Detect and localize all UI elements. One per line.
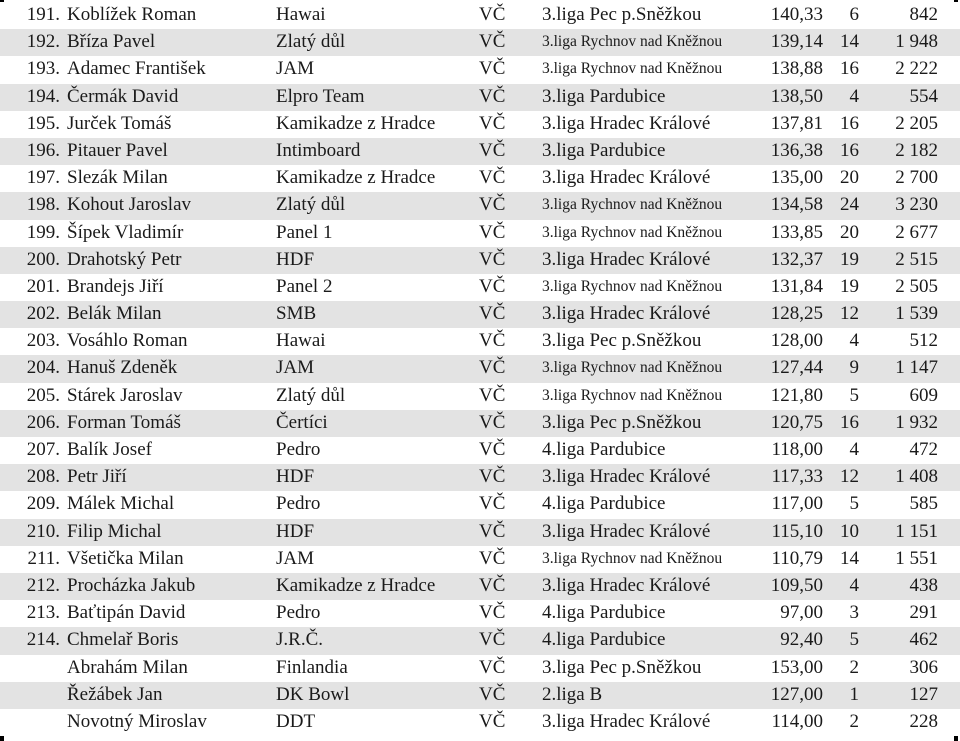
total-pins-cell: 1 539: [895, 303, 938, 325]
player-name-cell: Procházka Jakub: [67, 574, 196, 596]
player-name-cell: Drahotský Petr: [67, 248, 182, 270]
player-name-cell: Šípek Vladimír: [67, 221, 184, 243]
games-cell: 4: [849, 85, 859, 107]
team-cell: Hawai: [276, 4, 326, 25]
games-cell: 10: [840, 520, 859, 542]
league-cell: 3.liga Rychnov nad Kněžnou: [542, 359, 723, 377]
average-cell: 138,88: [770, 58, 823, 80]
table-row: [0, 383, 960, 410]
team-cell: Zlatý důl: [276, 194, 346, 216]
average-cell: 127,44: [770, 357, 823, 379]
table-row: [0, 301, 960, 328]
games-cell: 14: [840, 31, 859, 53]
category-cell: VČ: [479, 58, 506, 80]
league-cell: 4.liga Pardubice: [542, 629, 666, 651]
table-row: [0, 29, 960, 56]
category-cell: VČ: [479, 520, 506, 542]
team-cell: J.R.Č.: [276, 629, 323, 651]
player-name-cell: Forman Tomáš: [67, 411, 181, 433]
player-name-cell: Řežábek Jan: [67, 683, 163, 705]
games-cell: 6: [849, 4, 859, 25]
table-row: [0, 355, 960, 382]
team-cell: DDT: [276, 710, 316, 732]
total-pins-cell: 1 932: [895, 411, 938, 433]
rank-cell: 194.: [26, 85, 60, 107]
games-cell: 14: [840, 547, 859, 569]
league-cell: 3.liga Pardubice: [542, 139, 666, 161]
league-cell: 4.liga Pardubice: [542, 439, 666, 460]
league-cell: 3.liga Hradec Králové: [542, 112, 711, 134]
category-cell: VČ: [479, 85, 506, 107]
total-pins-cell: 2 182: [895, 139, 938, 161]
total-pins-cell: 554: [909, 85, 938, 107]
total-pins-cell: 2 677: [895, 221, 938, 243]
average-cell: 97,00: [780, 602, 823, 624]
total-pins-cell: 462: [909, 629, 938, 651]
player-name-cell: Slezák Milan: [67, 167, 168, 189]
league-cell: 3.liga Rychnov nad Kněžnou: [542, 386, 723, 404]
category-cell: VČ: [479, 303, 506, 325]
category-cell: VČ: [479, 574, 506, 596]
team-cell: Kamikadze z Hradce: [276, 112, 436, 134]
total-pins-cell: 2 515: [895, 248, 938, 270]
games-cell: 1: [849, 683, 859, 705]
category-cell: VČ: [479, 248, 506, 270]
average-cell: 128,25: [770, 303, 823, 325]
total-pins-cell: 291: [909, 602, 938, 624]
total-pins-cell: 512: [909, 330, 938, 352]
player-name-cell: Belák Milan: [67, 303, 162, 325]
table-row: [0, 709, 960, 736]
category-cell: VČ: [479, 411, 506, 433]
category-cell: VČ: [479, 357, 506, 379]
league-cell: 3.liga Hradec Králové: [542, 574, 711, 596]
player-name-cell: Kohout Jaroslav: [67, 194, 192, 216]
league-cell: 3.liga Pec p.Sněžkou: [542, 411, 702, 433]
team-cell: Zlatý důl: [276, 384, 346, 406]
rank-cell: 198.: [26, 194, 60, 216]
games-cell: 12: [840, 303, 859, 325]
team-cell: HDF: [276, 520, 315, 542]
league-cell: 3.liga Rychnov nad Kněžnou: [542, 277, 723, 295]
average-cell: 139,14: [770, 31, 823, 53]
league-cell: 4.liga Pardubice: [542, 493, 666, 515]
league-cell: 3.liga Hradec Králové: [542, 520, 711, 542]
team-cell: Elpro Team: [276, 85, 365, 107]
team-cell: Pedro: [276, 602, 321, 624]
total-pins-cell: 1 408: [895, 466, 938, 488]
games-cell: 4: [849, 574, 859, 596]
average-cell: 117,00: [771, 493, 823, 515]
rank-cell: 197.: [26, 167, 60, 189]
league-cell: 2.liga B: [542, 683, 603, 705]
team-cell: Kamikadze z Hradce: [276, 167, 436, 189]
team-cell: Finlandia: [276, 656, 348, 678]
games-cell: 16: [840, 411, 859, 433]
games-cell: 16: [840, 139, 859, 161]
league-cell: 3.liga Hradec Králové: [542, 248, 711, 270]
total-pins-cell: 1 147: [895, 357, 938, 379]
player-name-cell: Adamec František: [67, 58, 206, 80]
rank-cell: 206.: [26, 411, 60, 433]
rank-cell: 208.: [26, 466, 60, 488]
rank-cell: 214.: [26, 629, 60, 651]
total-pins-cell: 2 205: [895, 112, 938, 134]
average-cell: 118,00: [771, 439, 823, 460]
team-cell: Panel 1: [276, 221, 333, 243]
average-cell: 133,85: [770, 221, 823, 243]
team-cell: Panel 2: [276, 275, 333, 297]
average-cell: 110,79: [771, 547, 823, 569]
total-pins-cell: 609: [909, 384, 938, 406]
category-cell: VČ: [479, 31, 506, 53]
total-pins-cell: 472: [909, 439, 938, 460]
category-cell: VČ: [479, 139, 506, 161]
average-cell: 131,84: [770, 275, 823, 297]
table-row: [0, 627, 960, 654]
games-cell: 16: [840, 58, 859, 80]
average-cell: 117,33: [771, 466, 823, 488]
table-row: [0, 56, 960, 83]
table-row: [0, 410, 960, 437]
rank-cell: 207.: [26, 439, 60, 460]
table-row: [0, 274, 960, 301]
games-cell: 5: [849, 384, 859, 406]
player-name-cell: Brandejs Jiří: [67, 275, 164, 297]
category-cell: VČ: [479, 629, 506, 651]
average-cell: 114,00: [771, 710, 823, 732]
team-cell: JAM: [276, 58, 315, 80]
table-row: [0, 573, 960, 600]
player-name-cell: Novotný Miroslav: [67, 710, 207, 732]
player-name-cell: Jurček Tomáš: [67, 112, 172, 134]
league-cell: 4.liga Pardubice: [542, 602, 666, 624]
table-row: [0, 491, 960, 518]
average-cell: 134,58: [770, 194, 823, 216]
player-name-cell: Čermák David: [67, 85, 179, 107]
category-cell: VČ: [479, 4, 506, 25]
rank-cell: 209.: [26, 493, 60, 515]
rank-cell: 195.: [26, 112, 60, 134]
category-cell: VČ: [479, 330, 506, 352]
league-cell: 3.liga Pardubice: [542, 85, 666, 107]
table-row: [0, 437, 960, 464]
player-name-cell: Hanuš Zdeněk: [67, 357, 178, 379]
table-row: [0, 165, 960, 192]
rank-cell: 212.: [26, 574, 60, 596]
league-cell: 3.liga Rychnov nad Kněžnou: [542, 60, 723, 78]
player-name-cell: Filip Michal: [67, 520, 162, 542]
games-cell: 2: [849, 710, 859, 732]
total-pins-cell: 2 505: [895, 275, 938, 297]
total-pins-cell: 2 700: [895, 167, 938, 189]
rank-cell: 210.: [26, 520, 60, 542]
league-cell: 3.liga Hradec Králové: [542, 466, 711, 488]
player-name-cell: Baťtipán David: [67, 602, 186, 624]
league-cell: 3.liga Pec p.Sněžkou: [542, 656, 702, 678]
average-cell: 92,40: [780, 629, 823, 651]
category-cell: VČ: [479, 683, 506, 705]
rank-cell: 202.: [26, 303, 60, 325]
category-cell: VČ: [479, 221, 506, 243]
league-cell: 3.liga Hradec Králové: [542, 167, 711, 189]
category-cell: VČ: [479, 439, 506, 460]
team-cell: Pedro: [276, 439, 321, 460]
average-cell: 153,00: [770, 656, 823, 678]
average-cell: 121,80: [770, 384, 823, 406]
total-pins-cell: 585: [909, 493, 938, 515]
rank-cell: 204.: [26, 357, 60, 379]
total-pins-cell: 2 222: [895, 58, 938, 80]
team-cell: Kamikadze z Hradce: [276, 574, 436, 596]
league-cell: 3.liga Pec p.Sněžkou: [542, 4, 702, 25]
games-cell: 4: [849, 330, 859, 352]
games-cell: 19: [840, 275, 859, 297]
rank-cell: 199.: [26, 221, 60, 243]
player-name-cell: Bříza Pavel: [67, 31, 156, 53]
team-cell: JAM: [276, 357, 315, 379]
table-row: [0, 519, 960, 546]
games-cell: 20: [840, 221, 859, 243]
games-cell: 24: [840, 194, 859, 216]
category-cell: VČ: [479, 384, 506, 406]
total-pins-cell: 1 948: [895, 31, 938, 53]
games-cell: 20: [840, 167, 859, 189]
table-row: [0, 84, 960, 111]
table-row: [0, 111, 960, 138]
league-cell: 3.liga Hradec Králové: [542, 710, 711, 732]
team-cell: SMB: [276, 303, 317, 325]
player-name-cell: Balík Josef: [67, 439, 152, 460]
category-cell: VČ: [479, 112, 506, 134]
games-cell: 5: [849, 629, 859, 651]
average-cell: 136,38: [770, 139, 823, 161]
total-pins-cell: 842: [909, 4, 938, 25]
category-cell: VČ: [479, 275, 506, 297]
player-name-cell: Pitauer Pavel: [67, 139, 168, 161]
total-pins-cell: 127: [909, 683, 938, 705]
team-cell: Intimboard: [276, 139, 361, 161]
average-cell: 127,00: [770, 683, 823, 705]
average-cell: 120,75: [770, 411, 823, 433]
rank-cell: 205.: [26, 384, 60, 406]
average-cell: 137,81: [770, 112, 823, 134]
total-pins-cell: 1 151: [895, 520, 938, 542]
games-cell: 12: [840, 466, 859, 488]
league-cell: 3.liga Pec p.Sněžkou: [542, 330, 702, 352]
table-row: [0, 682, 960, 709]
team-cell: HDF: [276, 248, 315, 270]
average-cell: 138,50: [770, 85, 823, 107]
category-cell: VČ: [479, 602, 506, 624]
player-name-cell: Málek Michal: [67, 493, 175, 515]
total-pins-cell: 1 551: [895, 547, 938, 569]
table-row: [0, 192, 960, 219]
games-cell: 4: [849, 439, 859, 460]
team-cell: HDF: [276, 466, 315, 488]
average-cell: 109,50: [770, 574, 823, 596]
player-name-cell: Stárek Jaroslav: [67, 384, 183, 406]
team-cell: DK Bowl: [276, 683, 350, 705]
league-cell: 3.liga Rychnov nad Kněžnou: [542, 549, 723, 567]
games-cell: 5: [849, 493, 859, 515]
rank-cell: 213.: [26, 602, 60, 624]
category-cell: VČ: [479, 656, 506, 678]
average-cell: 115,10: [771, 520, 823, 542]
rank-cell: 192.: [26, 31, 60, 53]
league-cell: 3.liga Rychnov nad Kněžnou: [542, 223, 723, 241]
category-cell: VČ: [479, 547, 506, 569]
team-cell: Pedro: [276, 493, 321, 515]
standings-table: [0, 2, 960, 736]
average-cell: 135,00: [770, 167, 823, 189]
total-pins-cell: 3 230: [895, 194, 938, 216]
team-cell: JAM: [276, 547, 315, 569]
average-cell: 128,00: [770, 330, 823, 352]
table-row: [0, 655, 960, 682]
games-cell: 16: [840, 112, 859, 134]
league-cell: 3.liga Rychnov nad Kněžnou: [542, 33, 723, 51]
rank-cell: 193.: [26, 58, 60, 80]
rank-cell: 201.: [26, 275, 60, 297]
average-cell: 132,37: [770, 248, 823, 270]
games-cell: 3: [849, 602, 859, 624]
player-name-cell: Všetička Milan: [67, 547, 184, 569]
player-name-cell: Vosáhlo Roman: [67, 330, 188, 352]
team-cell: Zlatý důl: [276, 31, 346, 53]
table-row: [0, 247, 960, 274]
category-cell: VČ: [479, 710, 506, 732]
games-cell: 9: [849, 357, 859, 379]
total-pins-cell: 306: [909, 656, 938, 678]
league-cell: 3.liga Rychnov nad Kněžnou: [542, 196, 723, 214]
games-cell: 2: [849, 656, 859, 678]
league-cell: 3.liga Hradec Králové: [542, 303, 711, 325]
table-row: [0, 464, 960, 491]
rank-cell: 191.: [26, 4, 60, 25]
table-row: [0, 220, 960, 247]
rank-cell: 203.: [26, 330, 60, 352]
table-row: [0, 328, 960, 355]
total-pins-cell: 228: [909, 710, 938, 732]
rank-cell: 196.: [26, 139, 60, 161]
player-name-cell: Petr Jiří: [67, 466, 127, 488]
games-cell: 19: [840, 248, 859, 270]
team-cell: Hawai: [276, 330, 326, 352]
category-cell: VČ: [479, 493, 506, 515]
table-row: [0, 138, 960, 165]
table-row: [0, 2, 960, 29]
total-pins-cell: 438: [909, 574, 938, 596]
rank-cell: 200.: [26, 248, 60, 270]
team-cell: Čertíci: [276, 411, 328, 433]
category-cell: VČ: [479, 466, 506, 488]
table-row: [0, 546, 960, 573]
table-row: [0, 600, 960, 627]
category-cell: VČ: [479, 194, 506, 216]
rank-cell: 211.: [27, 547, 60, 569]
player-name-cell: Chmelař Boris: [67, 629, 179, 651]
player-name-cell: Koblížek Roman: [67, 4, 197, 25]
average-cell: 140,33: [770, 4, 823, 25]
category-cell: VČ: [479, 167, 506, 189]
player-name-cell: Abrahám Milan: [67, 656, 188, 678]
